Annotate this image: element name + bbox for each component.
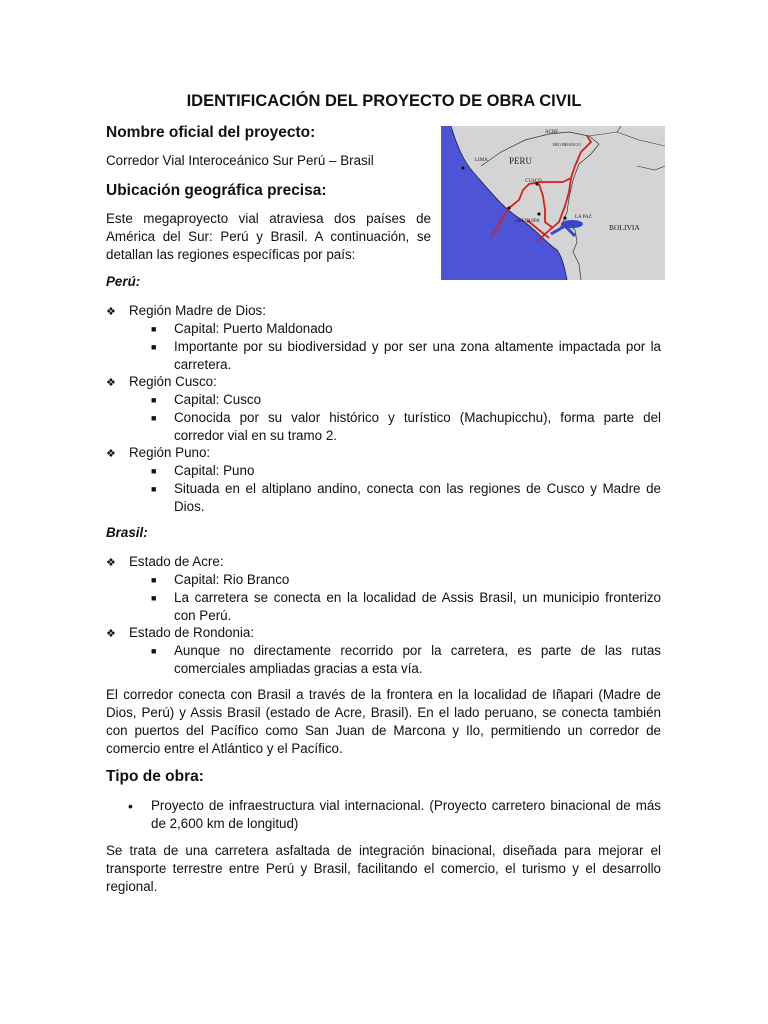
round-bullet-icon: •	[128, 798, 133, 814]
tipo-paragraph: Se trata de una carretera asfaltada de integración binacional, diseñada para mejorar el transporte terrestre entre Perú y Brasil, facilitando el comercio, el turismo y el desarrollo regional.	[106, 843, 661, 894]
diamond-bullet-icon: ❖	[106, 557, 116, 569]
list-item: ■ Aunque no directamente recorrido por la carretera, es parte de las rutas comerciales ampliadas gracias a esta vía.	[151, 643, 661, 676]
tipo-heading: Tipo de obra:	[106, 768, 204, 785]
ubicacion-heading: Ubicación geográfica precisa:	[106, 182, 327, 199]
list-item-cusco: ❖ Región Cusco:	[106, 373, 217, 392]
nombre-heading: Nombre oficial del proyecto:	[106, 124, 316, 141]
map-label-peru: PERU	[509, 156, 533, 166]
brasil-label: Brasil:	[106, 525, 148, 540]
map-label-cusco: CUSCO	[525, 179, 542, 184]
map-label-arequipa: AREQUIPA	[515, 219, 540, 224]
map-label-acre: ACRE	[545, 130, 559, 135]
list-item-madre-de-dios: ❖ Región Madre de Dios:	[106, 302, 266, 321]
diamond-bullet-icon: ❖	[106, 448, 116, 460]
list-item-tipo: • Proyecto de infraestructura vial internacional. (Proyecto carretero binacional de más de 2,600 km de longitud)	[128, 798, 661, 831]
map-label-rio-branco: RIO BRANCO	[553, 142, 581, 147]
nombre-value: Corredor Vial Interoceánico Sur Perú – Brasil	[106, 153, 374, 168]
map-label-lima: LIMA	[475, 158, 488, 163]
list-item: ■ Capital: Rio Branco	[151, 572, 290, 587]
square-bullet-icon: ■	[151, 484, 157, 494]
diamond-bullet-icon: ❖	[106, 306, 116, 318]
square-bullet-icon: ■	[151, 324, 157, 334]
list-item: ■ La carretera se conecta en la localidad de Assis Brasil, un municipio fronterizo con Perú.	[151, 590, 661, 623]
list-item: ■ Capital: Puno	[151, 463, 255, 478]
corredor-paragraph: El corredor conecta con Brasil a través de la frontera en la localidad de Iñapari (Madre de Dios, Perú) y Assis Brasil (estado de Acre, Brasil). En el lado peruano, se conecta también con puertos del Pacífico como San Juan de Marcona y Ilo, permitiendo un corredor de comercio entre el Atlántico y el Pacífico.	[106, 687, 661, 756]
list-item: ■ Capital: Cusco	[151, 392, 262, 407]
square-bullet-icon: ■	[151, 593, 157, 603]
list-item: ■ Capital: Puerto Maldonado	[151, 321, 333, 336]
map-label-bolivia: BOLIVIA	[609, 223, 640, 232]
ubicacion-intro: Este megaproyecto vial atraviesa dos países de América del Sur: Perú y Brasil. A continuación, se detallan las regiones específicas por país:	[106, 211, 431, 262]
list-item-acre: ❖ Estado de Acre:	[106, 553, 224, 572]
diamond-bullet-icon: ❖	[106, 628, 116, 640]
square-bullet-icon: ■	[151, 342, 157, 352]
diamond-bullet-icon: ❖	[106, 377, 116, 389]
list-item: ■ Conocida por su valor histórico y turístico (Machupicchu), forma parte del corredor vial en su tramo 2.	[151, 410, 661, 443]
square-bullet-icon: ■	[151, 575, 157, 585]
list-item-rondonia: ❖ Estado de Rondonia:	[106, 624, 254, 643]
list-item: ■ Importante por su biodiversidad y por ser una zona altamente impactada por la carretera.	[151, 339, 661, 372]
route-map	[441, 126, 665, 280]
square-bullet-icon: ■	[151, 466, 157, 476]
map-label-la-paz: LA PAZ	[575, 215, 592, 220]
list-item-puno: ❖ Región Puno:	[106, 444, 210, 463]
square-bullet-icon: ■	[151, 395, 157, 405]
page-title: IDENTIFICACIÓN DEL PROYECTO DE OBRA CIVIL	[186, 92, 582, 110]
square-bullet-icon: ■	[151, 646, 157, 656]
list-item: ■ Situada en el altiplano andino, conecta con las regiones de Cusco y Madre de Dios.	[151, 481, 661, 514]
square-bullet-icon: ■	[151, 413, 157, 423]
peru-label: Perú:	[106, 274, 141, 289]
